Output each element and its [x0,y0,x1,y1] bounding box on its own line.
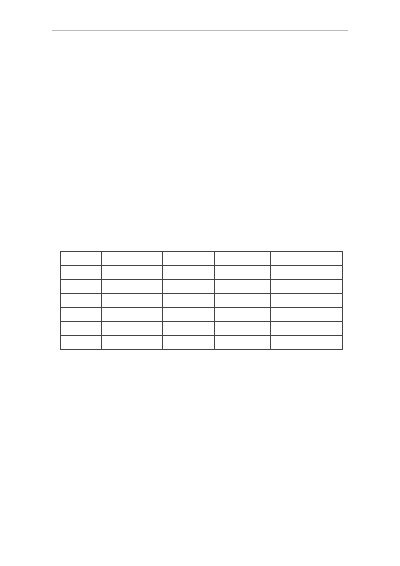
table-cell [101,266,163,280]
table-cell [101,322,163,336]
table-cell [163,266,214,280]
table-cell [271,336,343,350]
table-cell [61,308,102,322]
table-cell [101,308,163,322]
table-cell [214,266,270,280]
table-cell [61,280,102,294]
table-cell [214,336,270,350]
table-header-cell [61,252,102,266]
table-cell [271,294,343,308]
table-cell [214,308,270,322]
table-cell [163,294,214,308]
table-header-cell [163,252,214,266]
table-cell [101,336,163,350]
table-cell [61,336,102,350]
table-header-cell [101,252,163,266]
table-cell [101,294,163,308]
table-row [61,336,343,350]
table-row [61,294,343,308]
table-row [61,280,343,294]
table-cell [271,266,343,280]
table-cell [61,322,102,336]
table-cell [214,322,270,336]
table-cell [163,322,214,336]
table-cell [271,322,343,336]
table-header-cell [271,252,343,266]
table-row [61,308,343,322]
table-row [61,322,343,336]
table-cell [214,280,270,294]
table-cell [101,280,163,294]
table-row [61,266,343,280]
table-cell [163,336,214,350]
header-rule [52,30,348,31]
data-table [60,251,343,350]
table-header-cell [214,252,270,266]
table-cell [61,294,102,308]
table-cell [163,280,214,294]
table-cell [271,280,343,294]
table-cell [214,294,270,308]
table-cell [163,308,214,322]
table-cell [61,266,102,280]
table-cell [271,308,343,322]
table-header-row [61,252,343,266]
